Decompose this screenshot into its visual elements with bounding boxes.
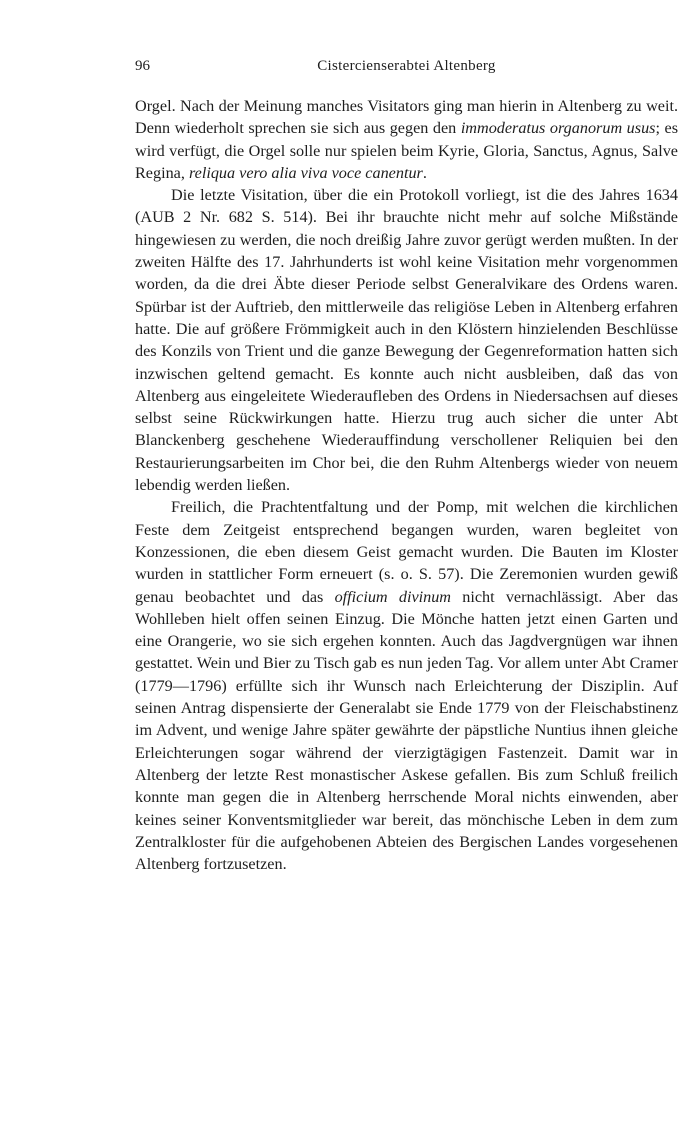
text-segment: Freilich, die Prachtentfaltung und der Pomp, mit welchen die kirchlichen Feste dem Zeitgeist entsprechend begangen wurden, waren begleitet von Konzessionen, die eben diesem Geist gemacht wurden. Die Bauten im Kloster wurden in stattlicher Form erneuert (s. o. S. 57). Die Zeremonien wurden gewiß genau beobachtet und das — [135, 498, 678, 606]
running-title: Cistercienserabtei Altenberg — [317, 58, 496, 74]
text-segment: Die letzte Visitation, über die ein Protokoll vorliegt, ist die des Jahres 1634 (AUB 2 Nr. 682 S. 514). Bei ihr brauchte nicht mehr auf solche Mißstände hingewiesen zu werden, die noch dreißig Jahre zuvor gerügt werden mußten. In der zweiten Hälfte des 17. Jahrhunderts ist wohl keine Visitation mehr vorgenommen worden, da die drei Äbte dieser Periode selbst Generalvikare des Ordens waren. Spürbar ist der Auftrieb, den mittlerweile das religiöse Leben in Altenberg erfahren hatte. Die auf größere Frömmigkeit auch in den Klöstern hinzielenden Beschlüsse des Konzils von Trient und die ganze Bewegung der Gegenreformation hatten sich inzwischen geltend gemacht. Es konnte auch nicht ausbleiben, daß das von Altenberg aus eingeleitete Wiederaufleben des Ordens in Niedersachsen auf dieses selbst seine Rückwirkungen hatte. Hierzu trug auch sicher die unter Abt Blanckenberg geschehene Wiederauffindung verschollener Reliquien bei den Restaurierungsarbeiten im Chor bei, die den Ruhm Altenbergs wieder von neuem lebendig werden ließen. — [135, 186, 678, 495]
body-text — [135, 95, 678, 875]
text-segment: nicht vernachlässigt. Aber das Wohlleben hielt offen seinen Einzug. Die Mönche hatten jetzt einen Garten und eine Orangerie, wo sie sich ergehen konnten. Auch das Jagdvergnügen war ihnen gestattet. Wein und Bier zu Tisch gab es nun jeden Tag. Vor allem unter Abt Cramer (1779—1796) erfüllte sich ihr Wunsch nach Erleichterung der Disziplin. Auf seinen Antrag dispensierte der Generalabt sie Ende 1779 von der Fleischabstinenz im Advent, und wenige Jahre später gewährte der päpstliche Nuntius ihnen gleiche Erleichterungen sogar während der vierzigtägigen Fastenzeit. Damit war in Altenberg der letzte Rest monastischer Askese gefallen. Bis zum Schluß freilich konnte man gegen die in Altenberg herrschende Moral nichts einwenden, aber keines seiner Konventsmitglieder war bereit, das mönchische Leben in dem zum Zentralkloster für die aufgehobenen Abteien des Bergischen Landes vorgesehenen Altenberg fortzusetzen. — [135, 587, 678, 874]
paragraph — [135, 184, 678, 496]
book-page — [135, 58, 678, 875]
latin-quote: reliqua vero alia viva voce canentur — [188, 163, 423, 182]
paragraph — [135, 95, 678, 184]
latin-quote: immoderatus organorum usus — [460, 119, 656, 138]
text-segment: . — [422, 163, 427, 182]
paragraph — [135, 496, 678, 875]
text-segment: Orgel. Nach der Meinung manches Visitators ging man hierin in Altenberg zu weit. Denn wiederholt sprechen sie sich aus gegen den — [135, 97, 678, 138]
page-header — [135, 58, 678, 80]
page-number: 96 — [135, 58, 150, 74]
latin-term: officium divinum — [334, 587, 451, 606]
text-segment: ; es wird verfügt, die Orgel solle nur spielen beim Kyrie, Gloria, Sanctus, Agnus, Salve Regina, — [135, 119, 678, 182]
